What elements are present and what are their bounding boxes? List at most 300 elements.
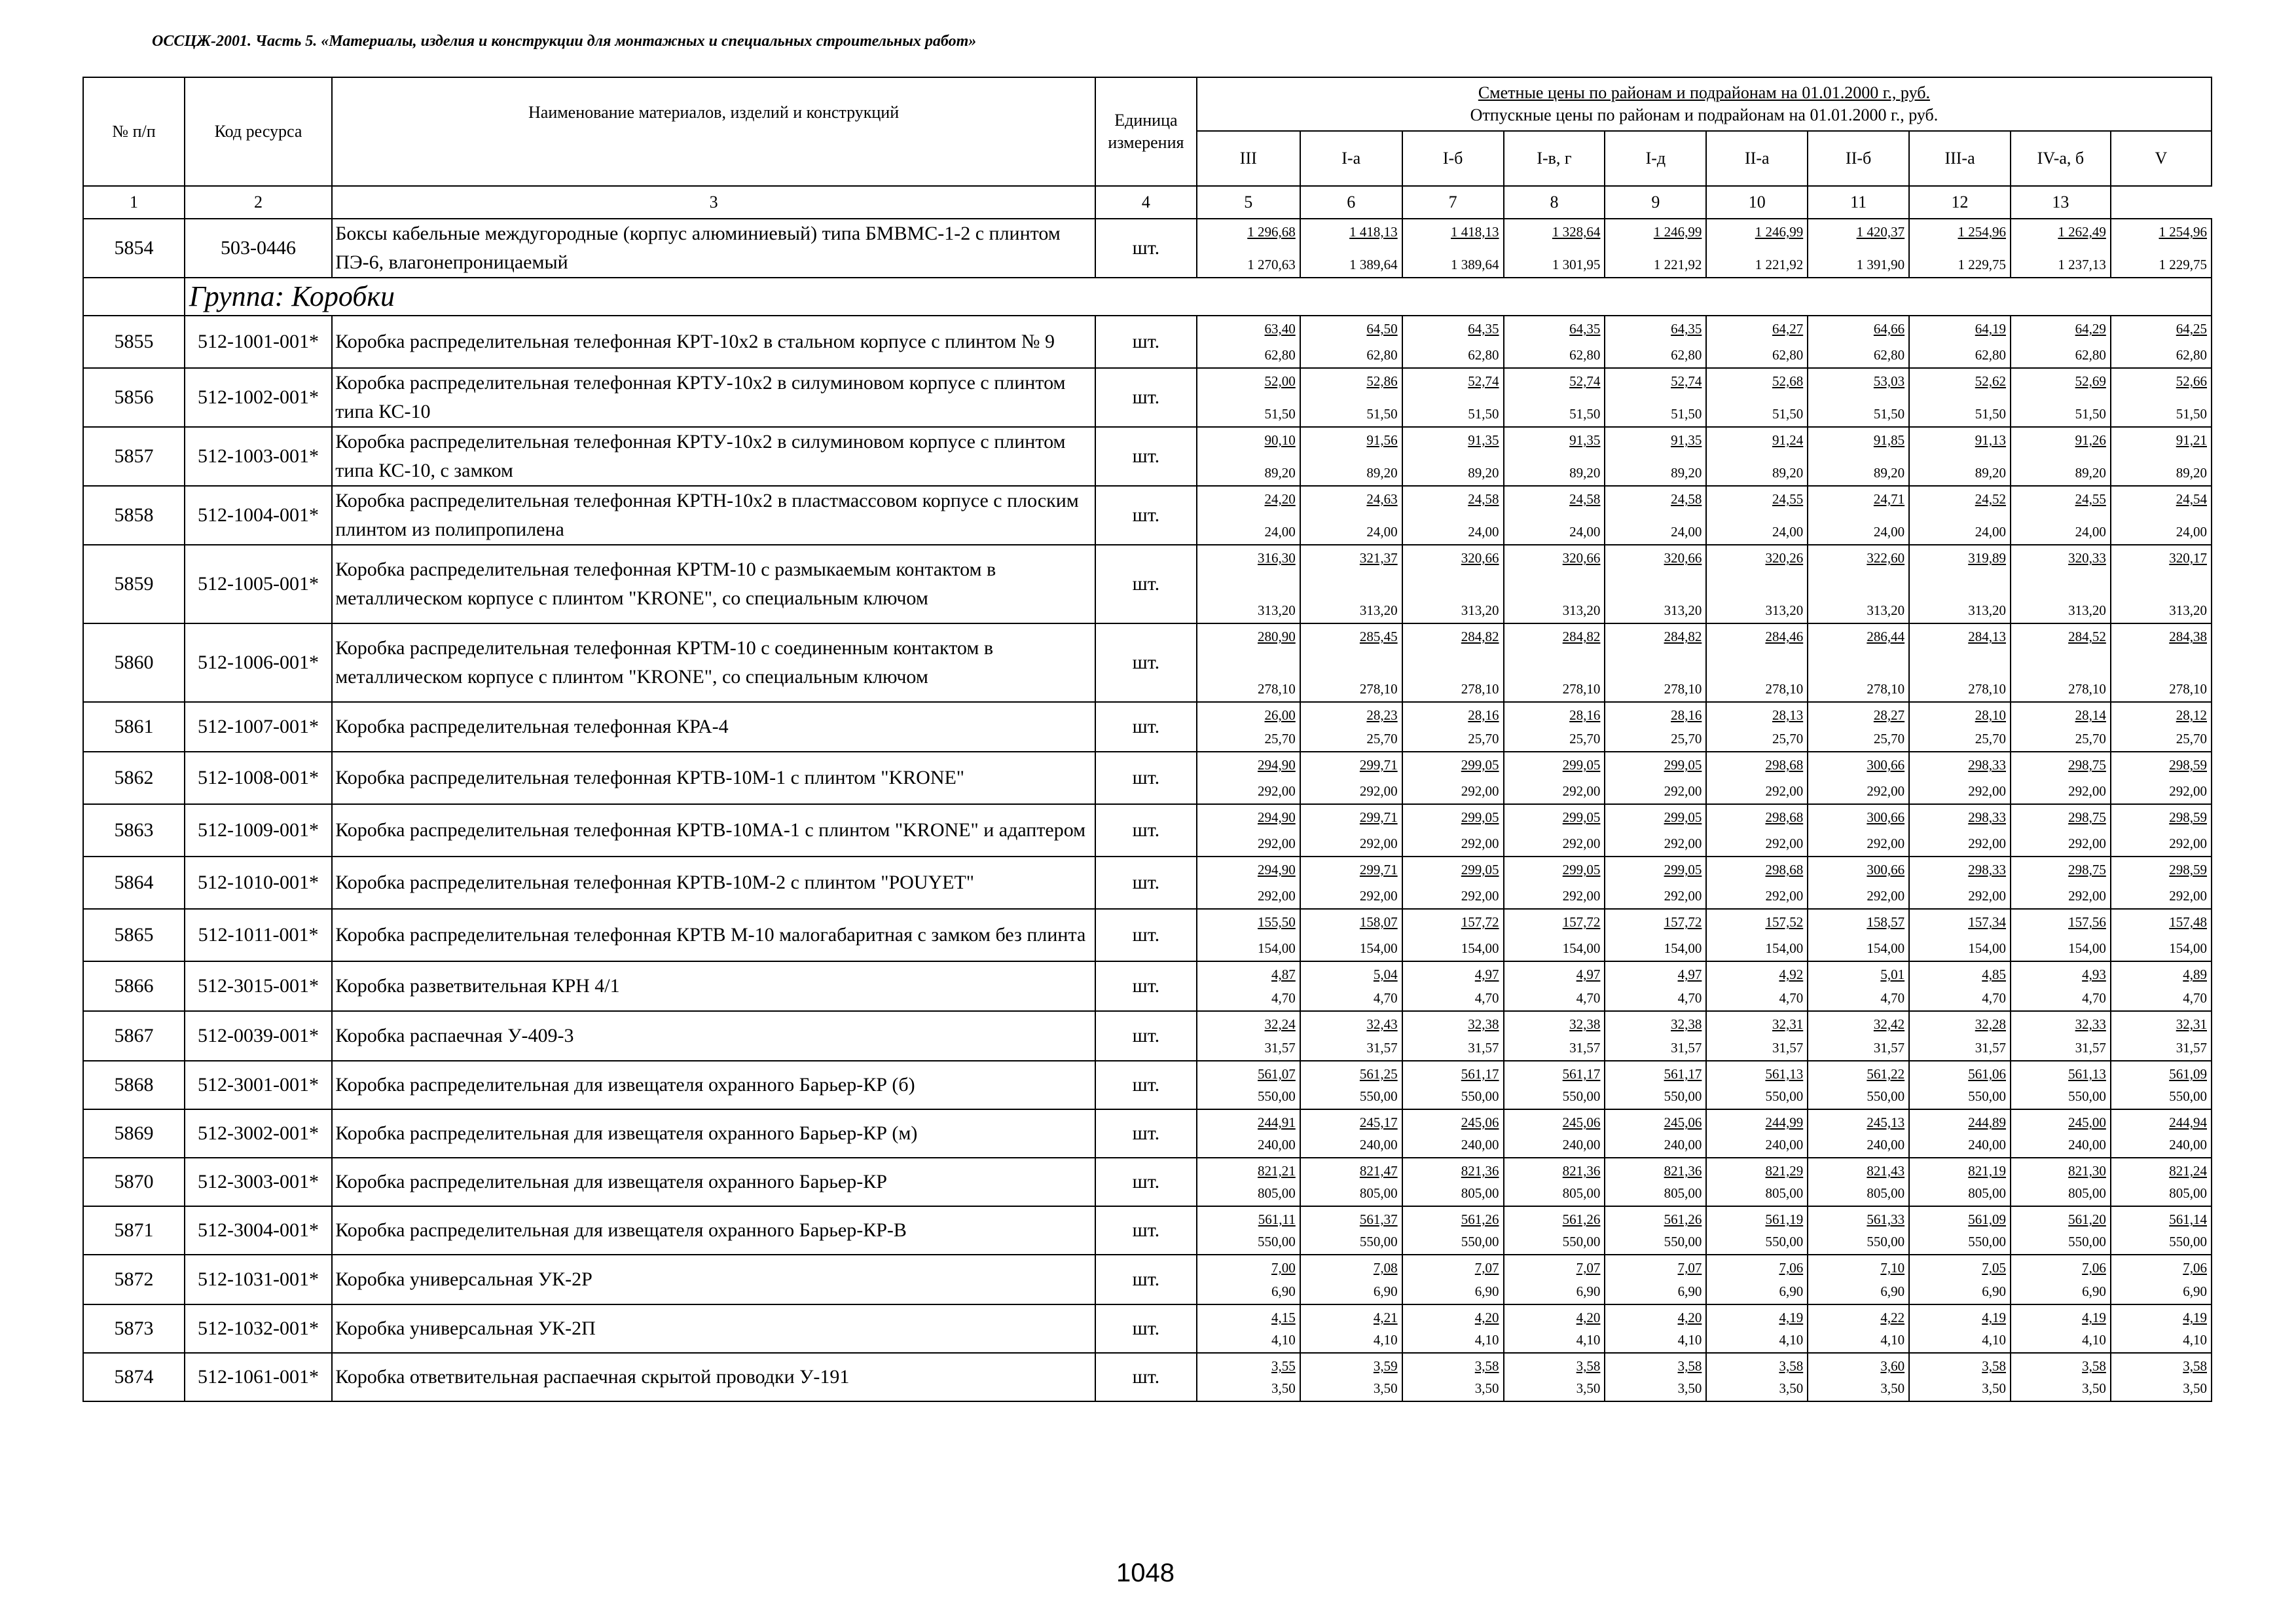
estimated-price: 3,58 [2082,1358,2106,1374]
price-cell [1706,1206,1808,1255]
estimated-price: 24,58 [1671,491,1702,507]
row-number: 5863 [83,804,185,857]
wholesale-price: 24,00 [1569,524,1601,540]
district-header: I-в, г [1504,131,1605,186]
price-cell [1197,804,1300,857]
price-table [82,77,2212,1402]
estimated-price: 32,43 [1366,1016,1398,1032]
wholesale-price: 313,20 [1461,602,1499,618]
estimated-price: 561,19 [1765,1211,1804,1227]
price-cell [1504,545,1605,623]
price-cell [1197,961,1300,1011]
estimated-price: 53,03 [1873,373,1905,389]
unit-of-measure: шт. [1095,857,1197,909]
resource-code: 512-1006-001* [185,623,332,702]
price-cell [2011,1255,2111,1304]
estimated-price: 561,13 [2068,1066,2106,1082]
resource-code: 512-1007-001* [185,702,332,752]
unit-of-measure: шт. [1095,804,1197,857]
price-cell [2111,1255,2212,1304]
wholesale-price: 154,00 [1765,940,1804,956]
estimated-price: 561,22 [1867,1066,1905,1082]
estimated-price: 284,13 [1968,629,2006,644]
wholesale-price: 805,00 [2169,1185,2207,1201]
material-name: Коробка распределительная телефонная КРТМ-10 с соединенным контактом в металлическом корпусе с плинтом "KRONE", со специальным ключом [332,623,1095,702]
col-header-unit: Единица измерения [1095,77,1197,186]
price-cell [1808,368,1909,427]
estimated-price: 91,85 [1873,432,1905,448]
wholesale-price: 31,57 [1366,1040,1398,1056]
price-cell [1197,909,1300,961]
price-cell [2111,1304,2212,1353]
wholesale-price: 25,70 [1873,731,1905,747]
wholesale-price: 240,00 [1867,1137,1905,1153]
column-number: 9 [1605,186,1706,219]
wholesale-price: 1 391,90 [1856,257,1905,272]
estimated-price: 5,04 [1373,967,1398,982]
district-header: II-б [1808,131,1909,186]
price-cell [2011,1061,2111,1109]
material-name: Коробка ответвительная распаечная скрытой проводки У-191 [332,1353,1095,1401]
wholesale-price: 154,00 [1562,940,1601,956]
estimated-price: 64,29 [2075,321,2106,337]
price-cell [1808,623,1909,702]
estimated-price: 7,06 [2183,1260,2207,1276]
estimated-price: 561,11 [1258,1211,1296,1227]
wholesale-price: 550,00 [1461,1234,1499,1249]
row-number: 5858 [83,486,185,545]
estimated-price: 1 418,13 [1349,224,1398,240]
wholesale-price: 3,50 [1271,1380,1296,1396]
price-cell [1808,219,1909,278]
estimated-price: 52,74 [1671,373,1702,389]
wholesale-price: 550,00 [1258,1234,1296,1249]
district-header: III [1197,131,1300,186]
wholesale-price: 62,80 [1264,347,1296,363]
unit-of-measure: шт. [1095,702,1197,752]
price-cell [1909,623,2011,702]
estimated-price: 32,31 [2176,1016,2207,1032]
wholesale-price: 31,57 [1468,1040,1499,1056]
row-number: 5874 [83,1353,185,1401]
price-cell [1909,427,2011,486]
wholesale-price: 25,70 [1569,731,1601,747]
price-cell [1808,702,1909,752]
wholesale-price: 4,70 [1474,990,1499,1006]
price-cell [1706,427,1808,486]
estimated-price: 561,17 [1562,1066,1601,1082]
resource-code: 512-3004-001* [185,1206,332,1255]
resource-code: 512-1002-001* [185,368,332,427]
table-row [83,909,2212,961]
estimated-price: 821,36 [1664,1163,1702,1179]
estimated-price: 24,20 [1264,491,1296,507]
wholesale-price: 24,00 [1873,524,1905,540]
wholesale-price: 1 221,92 [1755,257,1804,272]
price-cell [1605,1011,1706,1061]
unit-of-measure: шт. [1095,545,1197,623]
wholesale-price: 805,00 [1664,1185,1702,1201]
price-cell [1808,804,1909,857]
wholesale-price: 154,00 [2068,940,2106,956]
wholesale-price: 24,00 [2075,524,2106,540]
price-cell [1909,545,2011,623]
price-cell [1504,1304,1605,1353]
price-cell [1706,1109,1808,1158]
wholesale-price: 292,00 [2169,888,2207,904]
wholesale-price: 1 229,75 [2159,257,2207,272]
wholesale-price: 89,20 [1671,465,1702,481]
estimated-price: 321,37 [1359,550,1398,566]
estimated-price: 1 246,99 [1653,224,1702,240]
price-cell [1706,804,1808,857]
wholesale-price: 278,10 [1359,681,1398,697]
wholesale-price: 3,50 [1677,1380,1702,1396]
price-cell [2111,368,2212,427]
group-spacer [83,278,185,316]
estimated-price: 28,10 [1975,707,2006,723]
wholesale-price: 4,70 [1880,990,1905,1006]
estimated-price: 64,66 [1873,321,1905,337]
estimated-price: 1 328,64 [1552,224,1601,240]
price-cell [1808,1255,1909,1304]
estimated-price: 91,35 [1671,432,1702,448]
price-cell [1300,368,1402,427]
wholesale-price: 1 270,63 [1247,257,1296,272]
wholesale-price: 805,00 [1765,1185,1804,1201]
table-row [83,857,2212,909]
price-cell [1402,545,1504,623]
wholesale-price: 62,80 [1671,347,1702,363]
wholesale-price: 550,00 [1867,1234,1905,1249]
wholesale-price: 3,50 [1474,1380,1499,1396]
price-cell [1197,1011,1300,1061]
price-cell [1504,623,1605,702]
district-header: I-б [1402,131,1504,186]
price-cell [2011,804,2111,857]
wholesale-price: 292,00 [2068,783,2106,799]
estimated-price: 561,25 [1359,1066,1398,1082]
material-name: Коробка распределительная телефонная КРТУ-10х2 в силуминовом корпусе с плинтом типа КС-10 [332,368,1095,427]
price-cell [1706,857,1808,909]
estimated-price: 90,10 [1264,432,1296,448]
group-row [83,278,2212,316]
estimated-price: 24,71 [1873,491,1905,507]
price-cell [1808,752,1909,804]
estimated-price: 7,05 [1982,1260,2006,1276]
wholesale-price: 3,50 [1880,1380,1905,1396]
estimated-price: 821,21 [1258,1163,1296,1179]
wholesale-price: 6,90 [1373,1283,1398,1299]
material-name: Коробка универсальная УК-2Р [332,1255,1095,1304]
price-cell [1197,623,1300,702]
wholesale-price: 292,00 [1461,783,1499,799]
price-cell [1402,1353,1504,1401]
estimated-price: 52,74 [1569,373,1601,389]
wholesale-price: 292,00 [1258,783,1296,799]
table-row [83,623,2212,702]
estimated-price: 157,72 [1664,914,1702,930]
estimated-price: 299,71 [1359,862,1398,877]
price-cell [1808,316,1909,368]
price-cell [1706,368,1808,427]
estimated-price: 3,58 [1576,1358,1601,1374]
price-cell [2111,804,2212,857]
estimated-price: 157,34 [1968,914,2006,930]
price-cell [1504,427,1605,486]
price-cell [1706,1158,1808,1206]
estimated-price: 1 296,68 [1247,224,1296,240]
table-row [83,1109,2212,1158]
price-cell [1706,702,1808,752]
estimated-price: 4,93 [2082,967,2106,982]
estimated-price: 561,17 [1664,1066,1702,1082]
wholesale-price: 4,70 [2082,990,2106,1006]
price-cell [1605,368,1706,427]
price-cell [1909,1158,2011,1206]
estimated-price: 280,90 [1258,629,1296,644]
resource-code: 503-0446 [185,219,332,278]
wholesale-price: 1 301,95 [1552,257,1601,272]
prices-header-estimated: Сметные цены по районам и подрайонам на 01.01.2000 г., руб. [1478,83,1930,102]
price-cell [1300,752,1402,804]
wholesale-price: 62,80 [2176,347,2207,363]
price-cell [1197,427,1300,486]
estimated-price: 5,01 [1880,967,1905,982]
wholesale-price: 313,20 [1765,602,1804,618]
wholesale-price: 292,00 [1359,888,1398,904]
price-cell [1504,752,1605,804]
estimated-price: 28,23 [1366,707,1398,723]
table-row [83,219,2212,278]
price-cell [1808,1206,1909,1255]
wholesale-price: 805,00 [1359,1185,1398,1201]
wholesale-price: 31,57 [1264,1040,1296,1056]
price-cell [1402,1158,1504,1206]
row-number: 5857 [83,427,185,486]
wholesale-price: 3,50 [2183,1380,2207,1396]
wholesale-price: 31,57 [2075,1040,2106,1056]
price-cell [2111,1011,2212,1061]
price-cell [1504,961,1605,1011]
wholesale-price: 550,00 [1258,1088,1296,1104]
price-cell [1706,316,1808,368]
row-number: 5872 [83,1255,185,1304]
wholesale-price: 31,57 [1569,1040,1601,1056]
table-row [83,702,2212,752]
prices-header-wholesale: Отпускные цены по районам и подрайонам на 01.01.2000 г., руб. [1470,105,1939,124]
price-cell [1197,1061,1300,1109]
wholesale-price: 62,80 [1366,347,1398,363]
price-cell [1402,1255,1504,1304]
wholesale-price: 550,00 [1359,1088,1398,1104]
price-cell [2011,316,2111,368]
wholesale-price: 278,10 [2068,681,2106,697]
estimated-price: 821,30 [2068,1163,2106,1179]
wholesale-price: 805,00 [1867,1185,1905,1201]
estimated-price: 52,62 [1975,373,2006,389]
estimated-price: 3,55 [1271,1358,1296,1374]
wholesale-price: 313,20 [1562,602,1601,618]
price-cell [2011,368,2111,427]
price-cell [1504,804,1605,857]
resource-code: 512-1001-001* [185,316,332,368]
estimated-price: 298,33 [1968,862,2006,877]
estimated-price: 320,33 [2068,550,2106,566]
wholesale-price: 51,50 [1569,406,1601,422]
price-cell [1402,909,1504,961]
price-cell [1300,1061,1402,1109]
wholesale-price: 24,00 [1468,524,1499,540]
resource-code: 512-1005-001* [185,545,332,623]
estimated-price: 4,20 [1474,1310,1499,1325]
price-cell [1197,857,1300,909]
wholesale-price: 154,00 [1258,940,1296,956]
wholesale-price: 292,00 [1461,836,1499,851]
wholesale-price: 1 389,64 [1451,257,1499,272]
price-cell [1402,1109,1504,1158]
wholesale-price: 31,57 [1772,1040,1804,1056]
wholesale-price: 292,00 [2169,836,2207,851]
wholesale-price: 805,00 [2068,1185,2106,1201]
price-cell [1300,909,1402,961]
estimated-price: 299,05 [1664,757,1702,773]
unit-of-measure: шт. [1095,909,1197,961]
price-cell [1706,961,1808,1011]
estimated-price: 7,10 [1880,1260,1905,1276]
estimated-price: 320,66 [1562,550,1601,566]
table-row [83,1158,2212,1206]
price-cell [1197,316,1300,368]
estimated-price: 298,75 [2068,809,2106,825]
wholesale-price: 89,20 [1569,465,1601,481]
price-cell [1402,1304,1504,1353]
estimated-price: 91,35 [1569,432,1601,448]
row-number: 5865 [83,909,185,961]
table-row [83,1353,2212,1401]
wholesale-price: 292,00 [2068,888,2106,904]
estimated-price: 157,72 [1562,914,1601,930]
wholesale-price: 240,00 [1359,1137,1398,1153]
estimated-price: 245,13 [1867,1115,1905,1130]
wholesale-price: 51,50 [1772,406,1804,422]
estimated-price: 320,26 [1765,550,1804,566]
wholesale-price: 292,00 [2169,783,2207,799]
price-cell [1909,804,2011,857]
wholesale-price: 6,90 [1982,1283,2006,1299]
estimated-price: 299,05 [1461,757,1499,773]
estimated-price: 299,71 [1359,809,1398,825]
price-cell [1605,545,1706,623]
resource-code: 512-3015-001* [185,961,332,1011]
table-row [83,1011,2212,1061]
wholesale-price: 4,10 [1880,1332,1905,1348]
price-cell [2011,1158,2111,1206]
resource-code: 512-1003-001* [185,427,332,486]
estimated-price: 157,72 [1461,914,1499,930]
estimated-price: 561,37 [1359,1211,1398,1227]
price-cell [1300,857,1402,909]
estimated-price: 28,27 [1873,707,1905,723]
price-cell [1909,909,2011,961]
estimated-price: 298,59 [2169,862,2207,877]
estimated-price: 561,26 [1664,1211,1702,1227]
estimated-price: 561,14 [2169,1211,2207,1227]
wholesale-price: 292,00 [1765,783,1804,799]
wholesale-price: 550,00 [1562,1234,1601,1249]
wholesale-price: 3,50 [2082,1380,2106,1396]
wholesale-price: 313,20 [2169,602,2207,618]
price-cell [1909,368,2011,427]
price-cell [1300,1353,1402,1401]
estimated-price: 155,50 [1258,914,1296,930]
page-number: 1048 [1116,1559,1175,1587]
wholesale-price: 292,00 [2068,836,2106,851]
price-cell [1504,857,1605,909]
unit-of-measure: шт. [1095,961,1197,1011]
wholesale-price: 292,00 [1968,888,2006,904]
price-cell [1706,545,1808,623]
estimated-price: 821,36 [1562,1163,1601,1179]
material-name: Коробка распределительная телефонная КРТ-10х2 в стальном корпусе с плинтом № 9 [332,316,1095,368]
price-cell [1504,1011,1605,1061]
price-cell [2111,961,2212,1011]
wholesale-price: 154,00 [1461,940,1499,956]
material-name: Коробка распределительная телефонная КРТВ М-10 малогабаритная с замком без плинта [332,909,1095,961]
column-number: 1 [83,186,185,219]
estimated-price: 4,19 [1779,1310,1804,1325]
estimated-price: 298,75 [2068,862,2106,877]
table-header [83,77,2212,219]
table-row [83,804,2212,857]
material-name: Коробка распределительная телефонная КРТВ-10М-1 с плинтом "KRONE" [332,752,1095,804]
resource-code: 512-1011-001* [185,909,332,961]
estimated-price: 4,19 [1982,1310,2006,1325]
estimated-price: 157,52 [1765,914,1804,930]
price-cell [1605,1206,1706,1255]
price-cell [1909,752,2011,804]
estimated-price: 4,22 [1880,1310,1905,1325]
price-cell [1808,1109,1909,1158]
price-cell [1909,1061,2011,1109]
wholesale-price: 3,50 [1779,1380,1804,1396]
wholesale-price: 240,00 [1461,1137,1499,1153]
wholesale-price: 292,00 [1562,888,1601,904]
district-header: I-д [1605,131,1706,186]
table-row [83,1255,2212,1304]
column-number: 8 [1504,186,1605,219]
wholesale-price: 292,00 [1765,888,1804,904]
estimated-price: 3,58 [1982,1358,2006,1374]
column-number: 2 [185,186,332,219]
estimated-price: 52,86 [1366,373,1398,389]
estimated-price: 298,75 [2068,757,2106,773]
price-cell [1504,1255,1605,1304]
price-cell [1706,219,1808,278]
estimated-price: 32,42 [1873,1016,1905,1032]
column-number: 10 [1706,186,1808,219]
col-header-prices [1197,77,2212,131]
unit-of-measure: шт. [1095,1061,1197,1109]
price-cell [1300,1011,1402,1061]
estimated-price: 24,55 [1772,491,1804,507]
estimated-price: 284,52 [2068,629,2106,644]
wholesale-price: 89,20 [1264,465,1296,481]
estimated-price: 299,05 [1562,757,1601,773]
estimated-price: 245,06 [1461,1115,1499,1130]
price-cell [2111,316,2212,368]
estimated-price: 299,05 [1562,862,1601,877]
